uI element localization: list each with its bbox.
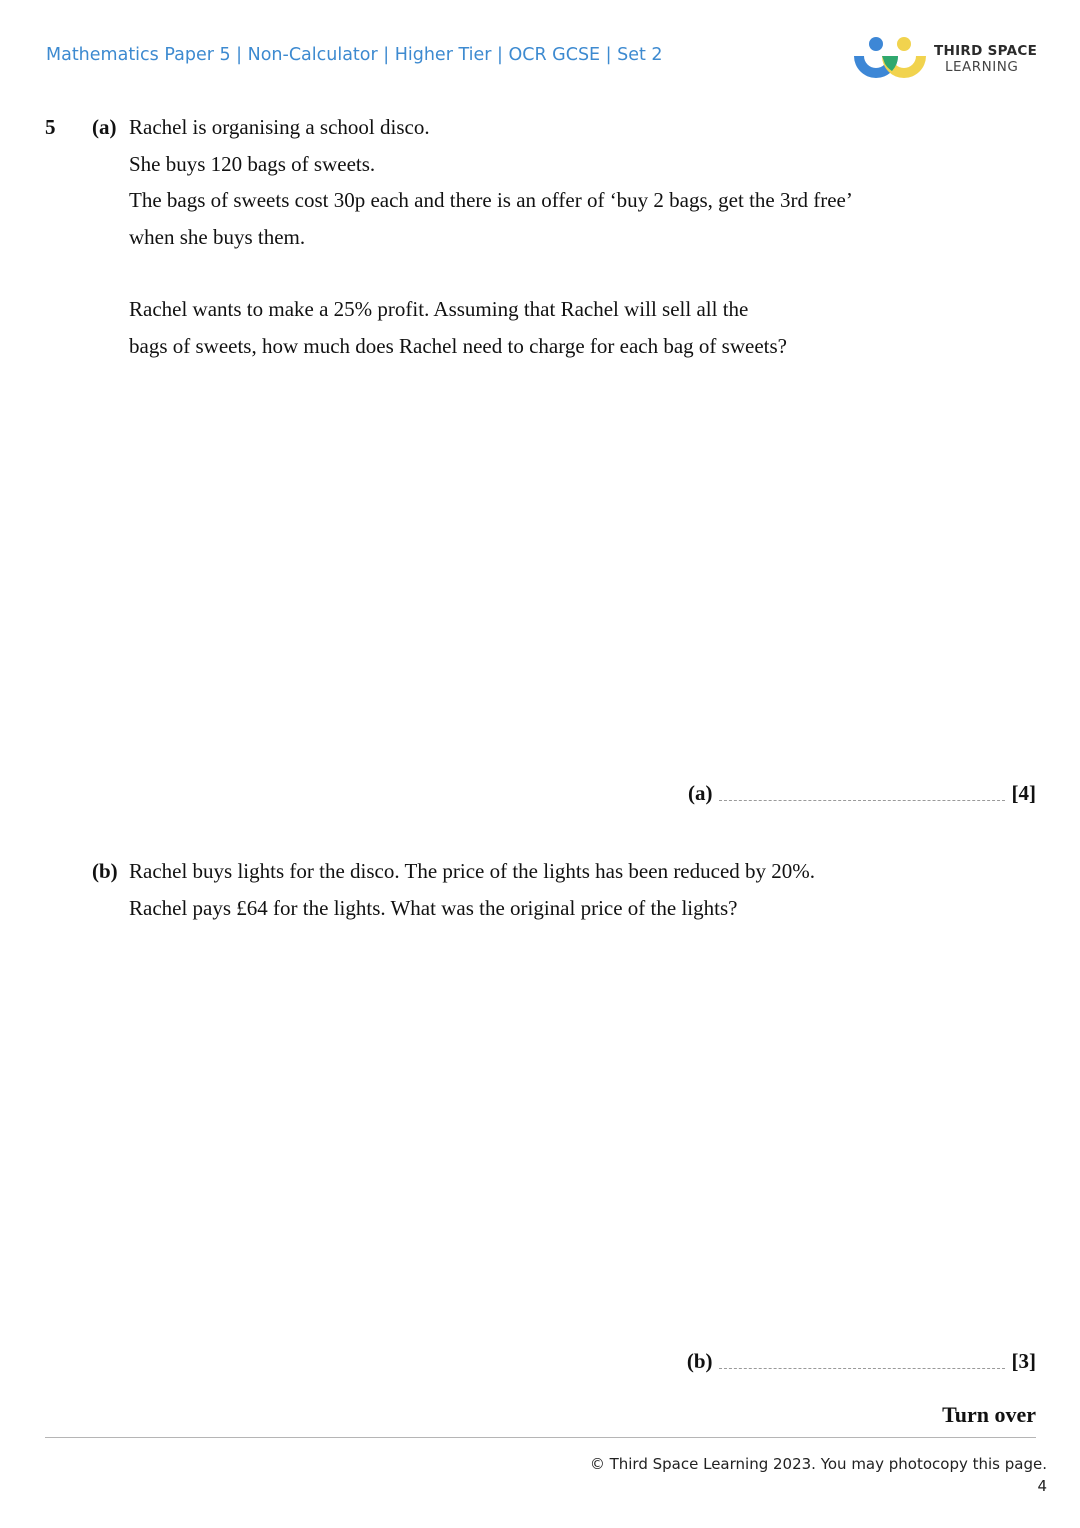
part-b-label: (b) [92,859,118,883]
part-b-line: Rachel pays £64 for the lights. What was the original price of the lights? [129,895,738,920]
question-number: 5 [45,115,56,139]
part-a-line: when she buys them. [129,224,306,249]
part-b-answer-label: (b) [686,1349,713,1373]
part-a-line: Rachel is organising a school disco. [129,115,430,139]
turn-over-label: Turn over [942,1402,1036,1427]
part-b-marks: [3] [1011,1349,1036,1373]
paper-title: Mathematics Paper 5 | Non-Calculator | Higher Tier | OCR GCSE | Set 2 [46,45,663,65]
footer-divider [45,1437,1036,1438]
part-a-label: (a) [92,115,117,139]
part-a-marks: [4] [1011,781,1036,805]
page-number: 4 [1037,1477,1047,1495]
part-a-answer-field[interactable] [719,800,1005,801]
part-b-text [129,853,815,926]
paragraph-gap [129,255,853,291]
part-a-line: The bags of sweets cost 30p each and there is an offer of ‘buy 2 bags, get the 3rd free’ [129,188,853,212]
logo-wordmark [934,43,1037,75]
logo-line-2: LEARNING [945,59,1019,75]
part-a-line: bags of sweets, how much does Rachel need to charge for each bag of sweets? [129,333,787,358]
part-b-answer-row [687,1349,1036,1374]
logo-mark-icon [852,34,926,82]
part-a-line: Rachel wants to make a 25% profit. Assuming that Rachel will sell all the [129,297,749,321]
copyright-notice: © Third Space Learning 2023. You may photocopy this page. [589,1455,1047,1473]
part-a-answer-row [688,781,1036,806]
third-space-learning-logo [852,34,1042,82]
part-a-answer-label: (a) [688,781,713,805]
logo-line-1: THIRD SPACE [934,43,1038,59]
part-a-text [129,109,853,364]
part-a-line: She buys 120 bags of sweets. [129,151,376,176]
part-b-line: Rachel buys lights for the disco. The price of the lights has been reduced by 20%. [129,859,816,883]
part-b-answer-field[interactable] [719,1368,1005,1369]
